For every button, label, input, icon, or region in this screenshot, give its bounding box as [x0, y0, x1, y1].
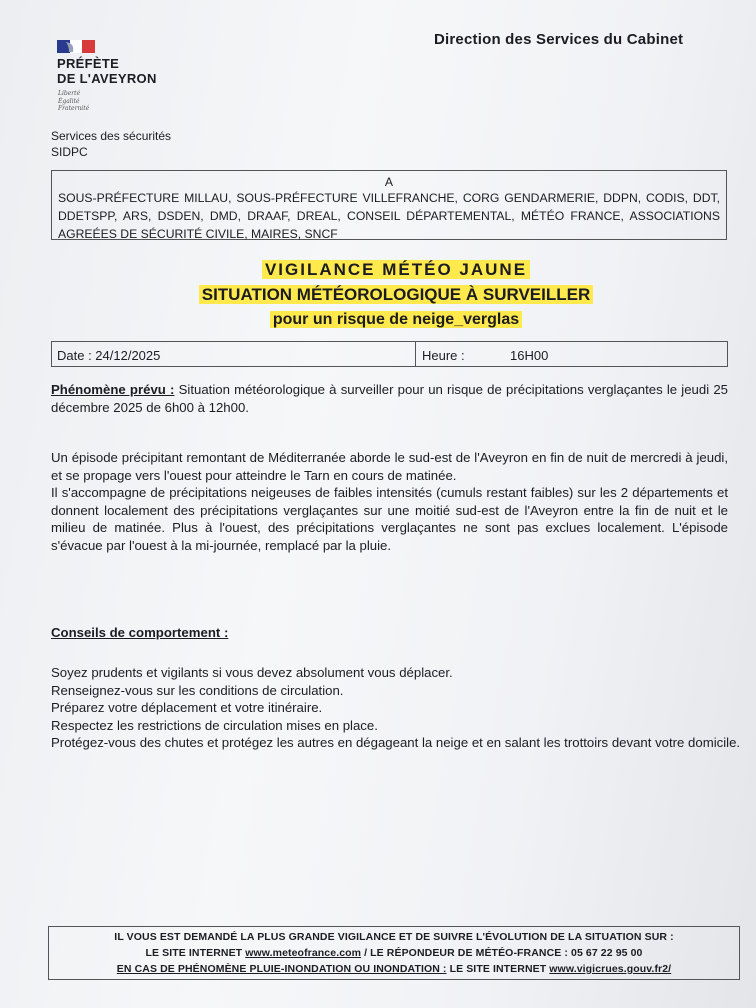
conseil-item: Préparez votre déplacement et votre itinéraire.	[51, 700, 323, 715]
prefecture-name	[57, 56, 157, 86]
date-value: Date : 24/12/2025	[57, 348, 161, 363]
heure-value: 16H00	[510, 348, 549, 363]
description-paragraph-1: Un épisode précipitant remontant de Méditerranée aborde le sud-est de l'Aveyron en fin de nuit de mercredi à jeudi, et se propage vers l'ouest pour atteindre le Tarn en cours de matinée.	[51, 450, 728, 483]
conseil-item: Respectez les restrictions de circulation mises en place.	[51, 717, 378, 733]
phenomene-text: Situation météorologique à surveiller pour un risque de précipitations verglaçantes le jeudi 25 décembre 2025 de 6h00 à 12h00.	[51, 382, 728, 415]
date-time-divider	[415, 342, 416, 366]
motto-fraternite: Fraternité	[58, 105, 90, 112]
meteofrance-link[interactable]: www.meteofrance.com	[245, 947, 362, 959]
services-line2: SIDPC	[51, 145, 88, 159]
footer-line2-suffix: / LE RÉPONDEUR DE MÉTÉO-FRANCE : 05 67 22 95 00	[361, 947, 643, 959]
vigilance-title-block	[0, 258, 756, 332]
footer-line2-prefix: LE SITE INTERNET	[145, 947, 246, 959]
conseil-item: Renseignez-vous sur les conditions de circulation.	[51, 682, 344, 698]
footer-line1: IL VOUS EST DEMANDÉ LA PLUS GRANDE VIGILANCE ET DE SUIVRE L'ÉVOLUTION DE LA SITUATION SUR :	[114, 931, 674, 943]
motto-egalite: Égalité	[58, 97, 80, 105]
conseils-list	[51, 664, 741, 752]
footer-line3-prefix: EN CAS DE PHÉNOMÈNE PLUIE-INONDATION OU INONDATION :	[116, 963, 447, 975]
republic-motto	[58, 90, 89, 113]
date-time-box	[51, 341, 728, 367]
footer-box	[48, 926, 740, 980]
conseils-title: Conseils de comportement :	[51, 625, 229, 640]
vigicrues-link[interactable]: www.vigicrues.gouv.fr2/	[549, 963, 672, 975]
recipients-box	[51, 170, 727, 240]
footer-line3-middle: LE SITE INTERNET	[446, 963, 550, 975]
services-line1: Services des sécurités	[51, 129, 172, 143]
prefecture-line2: DE L'AVEYRON	[57, 71, 157, 86]
conseil-item: Protégez-vous des chutes et protégez les autres en dégageant la neige et en salant les trottoirs devant votre domicile.	[51, 735, 741, 750]
phenomene-label: Phénomène prévu :	[51, 382, 175, 397]
phenomene-paragraph	[51, 381, 728, 416]
recipients-to: A	[384, 175, 394, 189]
marianne-logo-icon	[57, 40, 95, 53]
footer-line2	[49, 945, 739, 961]
description-block	[51, 449, 728, 554]
services-block	[51, 128, 171, 160]
prefecture-line1: PRÉFÈTE	[57, 56, 120, 71]
conseil-item: Soyez prudents et vigilants si vous devez absolument vous déplacer.	[51, 665, 453, 680]
title-situation: SITUATION MÉTÉOROLOGIQUE À SURVEILLER	[199, 285, 594, 304]
title-vigilance: VIGILANCE MÉTÉO JAUNE	[262, 260, 530, 279]
recipients-list: SOUS-PRÉFECTURE MILLAU, SOUS-PRÉFECTURE VILLEFRANCHE, CORG GENDARMERIE, DDPN, CODIS, DDT, DDETSPP, ARS, DSDEN, DMD, DRAAF, DREAL, CONSEIL DÉPARTEMENTAL, MÉTÉO FRANCE, ASSOCIATIONS AGREÉES DE SÉCURITÉ CIVILE, MAIRES, SNCF	[58, 191, 720, 241]
description-paragraph-2: Il s'accompagne de précipitations neigeuses de faibles intensités (cumuls restant faibles) sur les 2 départements et donnent localement des précipitations verglaçantes sur une moitié sud-est de l'Aveyron entre la fin de nuit et le milieu de matinée. Plus à l'ouest, des précipitations verglaçantes ne sont pas exclues localement. L'épisode s'évacue par l'ouest à la mi-journée, remplacé par la pluie.	[51, 485, 728, 553]
footer-line3	[49, 961, 739, 977]
motto-liberte: Liberté	[58, 90, 81, 97]
heure-label: Heure :	[422, 348, 465, 363]
title-risk: pour un risque de neige_verglas	[270, 311, 522, 328]
direction-heading: Direction des Services du Cabinet	[434, 31, 684, 48]
